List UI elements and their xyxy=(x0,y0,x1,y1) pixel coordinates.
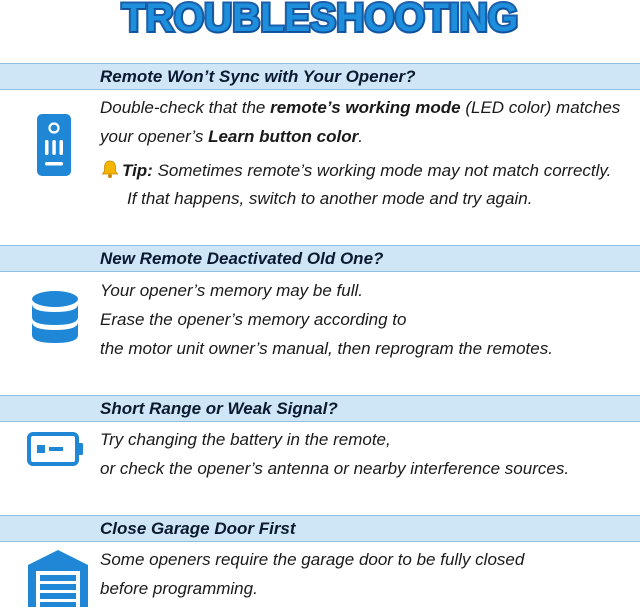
section-header xyxy=(0,245,640,272)
body-text: Try changing the battery in the remote, xyxy=(100,430,391,449)
tip-text: If that happens, switch to another mode and try again. xyxy=(127,189,533,208)
tip-text: Tip: Sometimes remote’s working mode may not match correctly. xyxy=(100,159,611,185)
section-heading: New Remote Deactivated Old One? xyxy=(100,249,384,268)
body-text: Some openers require the garage door to be fully closed xyxy=(100,550,525,569)
bell-icon xyxy=(100,159,120,185)
body-text: Erase the opener’s memory according to xyxy=(100,310,407,329)
battery-icon xyxy=(27,432,85,471)
page-title: TROUBLESHOOTING xyxy=(121,0,519,41)
garage-icon xyxy=(27,549,89,612)
body-text: Your opener’s memory may be full. xyxy=(100,281,363,300)
section-heading: Short Range or Weak Signal? xyxy=(100,399,338,418)
section-heading: Remote Won’t Sync with Your Opener? xyxy=(100,67,416,86)
body-text: Double-check that the remote’s working mode (LED color) matches xyxy=(100,98,621,117)
section-heading: Close Garage Door First xyxy=(100,519,296,538)
database-icon xyxy=(31,290,79,349)
remote-icon xyxy=(36,113,72,182)
body-text: your opener’s Learn button color. xyxy=(100,127,363,146)
body-text: before programming. xyxy=(100,579,258,598)
body-text: or check the opener’s antenna or nearby interference sources. xyxy=(100,459,570,478)
body-text: the motor unit owner’s manual, then reprogram the remotes. xyxy=(100,339,553,358)
section-header xyxy=(0,515,640,542)
section-header xyxy=(0,395,640,422)
section-header xyxy=(0,63,640,90)
